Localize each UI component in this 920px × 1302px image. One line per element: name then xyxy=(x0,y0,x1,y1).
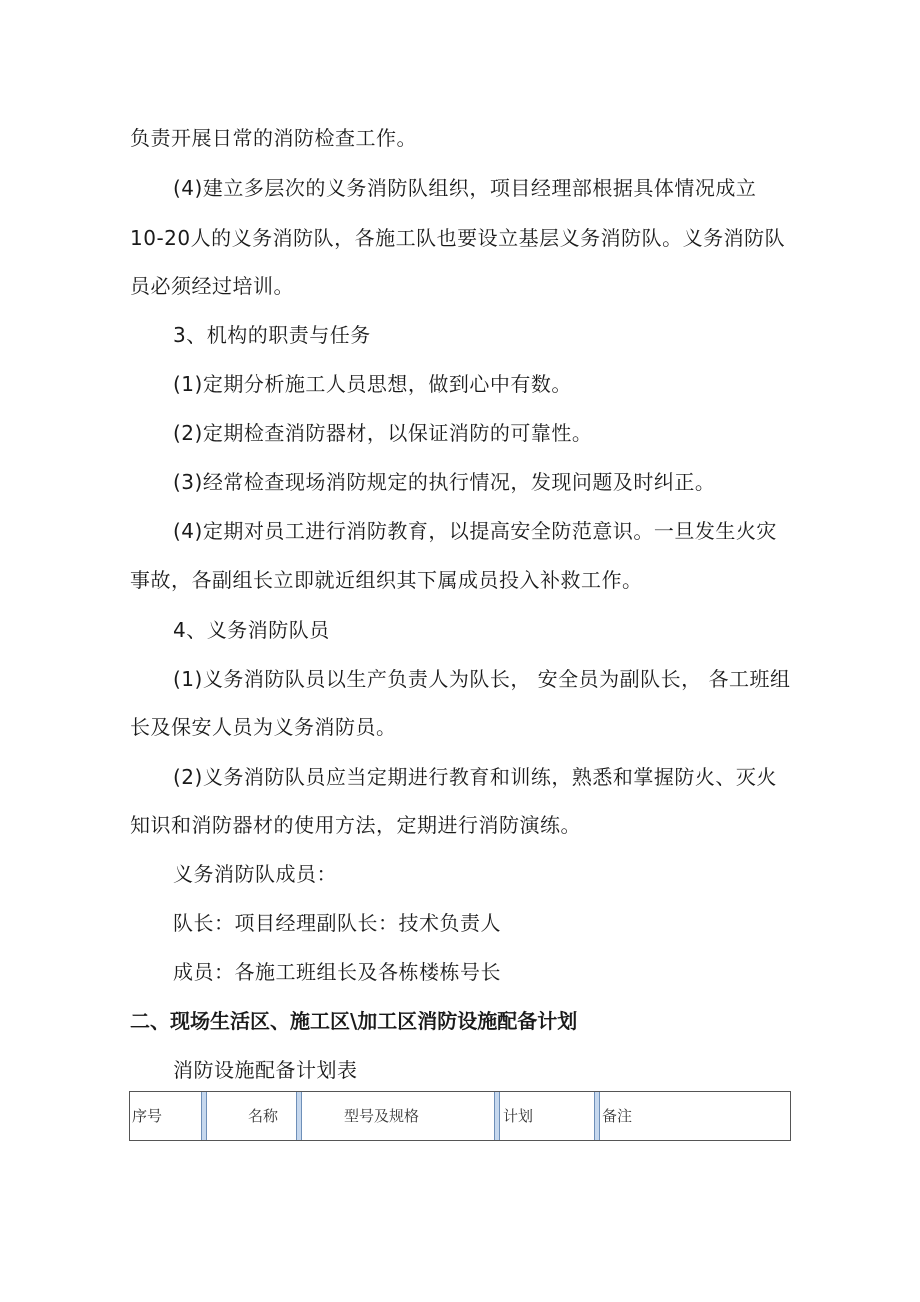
paragraph-line: 员必须经过培训。 xyxy=(130,274,294,298)
table-header-cell: 备注 xyxy=(602,1107,633,1125)
table-header-cell: 计划 xyxy=(503,1107,534,1125)
paragraph-line: (1)义务消防队员以生产负责人为队长， 安全员为副队长， 各工班组 xyxy=(173,667,791,691)
column-divider xyxy=(201,1092,207,1140)
paragraph-line: (4)定期对员工进行消防教育，以提高安全防范意识。一旦发生火灾 xyxy=(173,519,777,543)
section-heading: 二、现场生活区、施工区\加工区消防设施配备计划 xyxy=(130,1009,578,1033)
paragraph-line: (4)建立多层次的义务消防队组织，项目经理部根据具体情况成立 xyxy=(173,176,757,200)
table-header-cell: 型号及规格 xyxy=(344,1107,420,1125)
column-divider xyxy=(594,1092,600,1140)
paragraph-line: (2)定期检查消防器材，以保证消防的可靠性。 xyxy=(173,421,593,445)
paragraph-line: 成员：各施工班组长及各栋楼栋号长 xyxy=(173,960,501,984)
subsection-title: 3、机构的职责与任务 xyxy=(173,323,371,347)
paragraph-line: (3)经常检查现场消防规定的执行情况，发现问题及时纠正。 xyxy=(173,470,716,494)
paragraph-line: 义务消防队成员： xyxy=(173,862,337,886)
paragraph-line: 知识和消防器材的使用方法，定期进行消防演练。 xyxy=(130,813,581,837)
paragraph-line: (2)义务消防队员应当定期进行教育和训练，熟悉和掌握防火、灭火 xyxy=(173,765,777,789)
column-divider xyxy=(296,1092,302,1140)
column-divider xyxy=(494,1092,500,1140)
paragraph-line: 负责开展日常的消防检查工作。 xyxy=(130,126,417,150)
table-header-cell: 序号 xyxy=(132,1107,163,1125)
subsection-title: 4、义务消防队员 xyxy=(173,618,330,642)
paragraph-line: 长及保安人员为义务消防员。 xyxy=(130,715,397,739)
paragraph-line: 10-20人的义务消防队，各施工队也要设立基层义务消防队。义务消防队 xyxy=(130,226,786,250)
table-caption: 消防设施配备计划表 xyxy=(173,1058,358,1082)
paragraph-line: 事故，各副组长立即就近组织其下属成员投入补救工作。 xyxy=(130,568,643,592)
paragraph-line: 队长：项目经理副队长：技术负责人 xyxy=(173,911,501,935)
equipment-plan-table xyxy=(129,1091,791,1141)
table-header-cell: 名称 xyxy=(248,1107,279,1125)
paragraph-line: (1)定期分析施工人员思想，做到心中有数。 xyxy=(173,372,572,396)
